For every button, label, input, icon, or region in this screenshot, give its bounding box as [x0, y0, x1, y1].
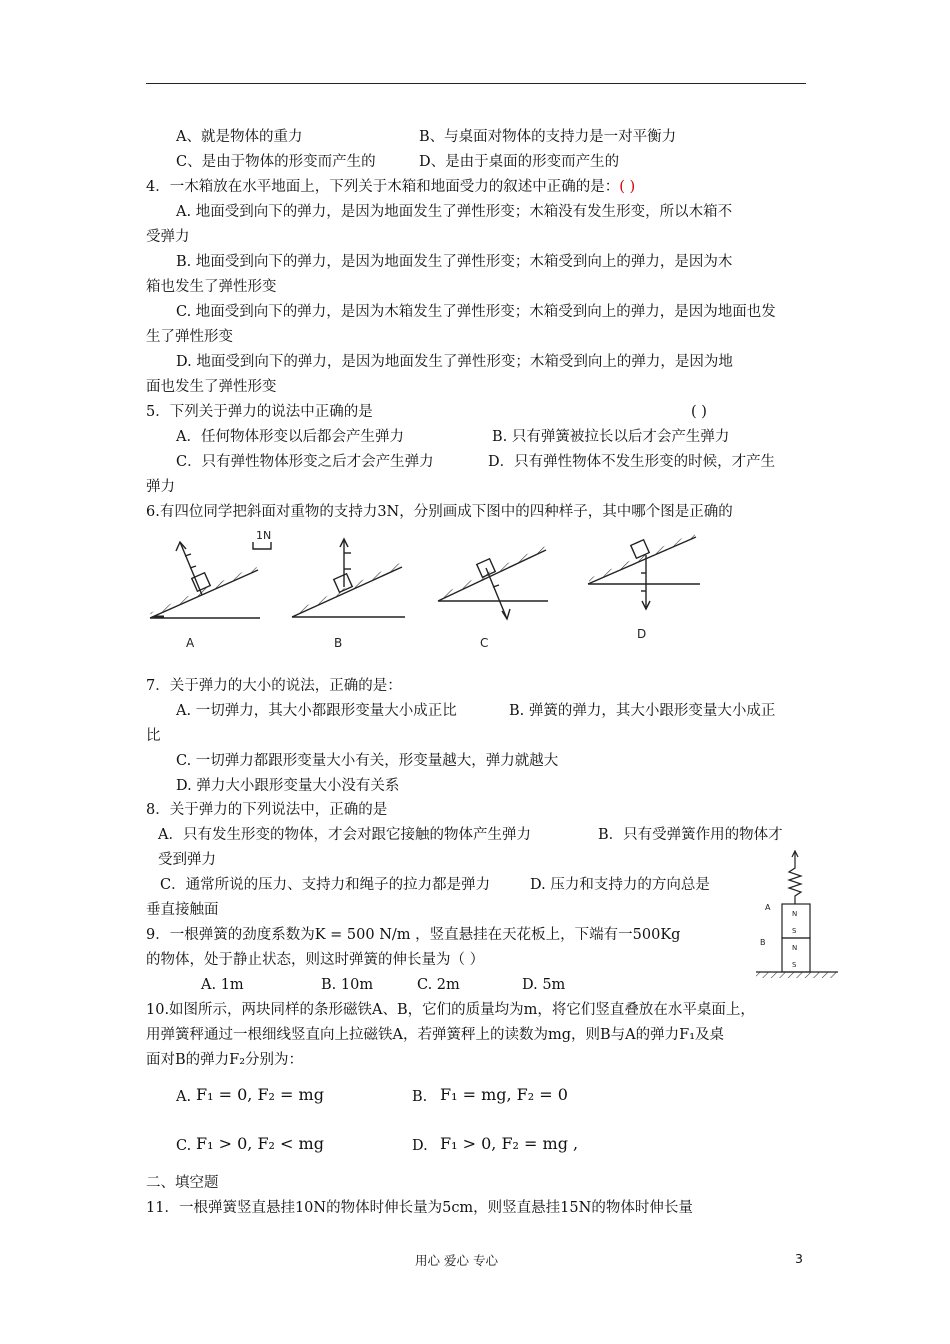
q8-option-b-line2: 受到弹力: [158, 852, 216, 868]
magnet-a-north-label: N: [792, 910, 798, 918]
page-number: 3: [795, 1251, 803, 1266]
q4-answer-blank: ( ): [619, 179, 636, 195]
q9-option-d: D. 5m: [522, 977, 566, 993]
q5-stem: 5．下列关于弹力的说法中正确的是: [146, 404, 373, 420]
q4-stem-text: 4．一木箱放在水平地面上，下列关于木箱和地面受力的叙述中正确的是：: [146, 179, 620, 195]
q4-option-d-line1: D. 地面受到向下的弹力，是因为地面发生了弹性形变；木箱受到向上的弹力，是因为地: [176, 354, 733, 370]
q11-stem: 11．一根弹簧竖直悬挂10N的物体时伸长量为5cm，则竖直悬挂15N的物体时伸长量: [146, 1200, 693, 1216]
q5-option-d-line1: D．只有弹性物体不发生形变的时候，才产生: [488, 454, 776, 470]
magnet-b-north-label: N: [792, 944, 798, 952]
diagram-a-label: A: [186, 636, 195, 650]
q10-option-c-label: C.: [176, 1138, 192, 1154]
q4-option-b-line1: B. 地面受到向下的弹力，是因为地面发生了弹性形变；木箱受到向上的弹力，是因为木: [176, 254, 733, 270]
q10-stem-line1: 10.如图所示，两块同样的条形磁铁A、B，它们的质量均为m，将它们竖直叠放在水平桌面上，: [146, 1002, 755, 1018]
q10-option-d: F₁ > 0, F₂ = mg ,: [440, 1134, 579, 1153]
diagram-c: [438, 546, 548, 650]
q8-option-d-line1: D. 压力和支持力的方向总是: [530, 877, 710, 893]
magnet-b-south-label: S: [792, 961, 797, 969]
q10-option-a: F₁ = 0, F₂ = mg: [196, 1085, 324, 1104]
q10-figure: [748, 848, 843, 988]
q7-option-b-line1: B. 弹簧的弹力，其大小跟形变量大小成正: [509, 703, 776, 719]
magnet-a-south-label: S: [792, 927, 797, 935]
q10-option-c: F₁ > 0, F₂ < mg: [196, 1134, 324, 1153]
q10-option-b-label: B.: [412, 1089, 428, 1105]
q8-stem: 8．关于弹力的下列说法中，正确的是: [146, 802, 388, 818]
q7-option-b-line2: 比: [146, 728, 161, 744]
q8-option-c: C．通常所说的压力、支持力和绳子的拉力都是弹力: [160, 877, 491, 893]
diagram-b-label: B: [334, 636, 343, 650]
q7-option-d: D. 弹力大小跟形变量大小没有关系: [176, 778, 400, 794]
q9-stem-line1: 9．一根弹簧的劲度系数为K = 500 N/m ，竖直悬挂在天花板上，下端有一500Kg: [146, 927, 681, 943]
q9-option-a: A. 1m: [201, 977, 244, 993]
q3-option-d: D、是由于桌面的形变而产生的: [419, 154, 620, 170]
q3-option-c: C、是由于物体的形变而产生的: [176, 154, 376, 170]
q10-option-b: F₁ = mg, F₂ = 0: [440, 1085, 568, 1104]
q3-option-a: A、就是物体的重力: [176, 129, 303, 145]
q5-option-b: B. 只有弹簧被拉长以后才会产生弹力: [492, 429, 730, 445]
q7-option-a: A. 一切弹力，其大小都跟形变量大小成正比: [176, 703, 457, 719]
q5-option-d-line2: 弹力: [146, 479, 175, 495]
q7-option-c: C. 一切弹力都跟形变量大小有关，形变量越大，弹力就越大: [176, 753, 559, 769]
q6-figure: [140, 525, 740, 653]
q10-stem-line3: 面对B的弹力F₂分别为：: [146, 1052, 304, 1068]
q4-option-c-line1: C. 地面受到向下的弹力，是因为木箱发生了弹性形变；木箱受到向上的弹力，是因为地面也发: [176, 304, 776, 320]
magnet-b-label: B: [760, 938, 766, 947]
diagram-a: [150, 529, 271, 650]
diagram-c-label: C: [480, 636, 489, 650]
q4-option-b-line2: 箱也发生了弹性形变: [146, 279, 277, 295]
q10-stem-line2: 用弹簧秤通过一根细线竖直向上拉磁铁A，若弹簧秤上的读数为mg，则B与A的弹力F₁及桌: [146, 1027, 725, 1043]
header-rule: [146, 83, 806, 84]
diagram-d: [588, 533, 700, 641]
section2-title: 二、填空题: [146, 1175, 219, 1191]
q4-option-d-line2: 面也发生了弹性形变: [146, 379, 277, 395]
q5-answer-blank: ( ): [691, 404, 707, 420]
q9-stem-line2: 的物体，处于静止状态，则这时弹簧的伸长量为（ ）: [146, 952, 485, 968]
q3-option-b: B、与桌面对物体的支持力是一对平衡力: [419, 129, 677, 145]
q4-option-a-line2: 受弹力: [146, 229, 190, 245]
q4-option-c-line2: 生了弹性形变: [146, 329, 233, 345]
scale-label: 1N: [256, 529, 272, 542]
q9-option-c: C. 2m: [417, 977, 460, 993]
q10-option-a-label: A.: [176, 1089, 192, 1105]
q9-option-b: B. 10m: [321, 977, 374, 993]
magnet-a-label: A: [765, 903, 771, 912]
q5-option-a: A．任何物体形变以后都会产生弹力: [176, 429, 404, 445]
q8-option-b-line1: B．只有受弹簧作用的物体才: [598, 827, 783, 843]
diagram-b: [292, 539, 405, 650]
q10-option-d-label: D.: [412, 1138, 428, 1154]
q4-option-a-line1: A. 地面受到向下的弹力，是因为地面发生了弹性形变；木箱没有发生形变，所以木箱不: [176, 204, 733, 220]
q7-stem: 7．关于弹力的大小的说法，正确的是：: [146, 678, 402, 694]
q5-option-c: C．只有弹性物体形变之后才会产生弹力: [176, 454, 434, 470]
q4-stem: [146, 178, 635, 196]
diagram-d-label: D: [637, 627, 647, 641]
q6-stem: 6.有四位同学把斜面对重物的支持力3N，分别画成下图中的四种样子，其中哪个图是正确的: [146, 504, 733, 520]
q8-option-d-line2: 垂直接触面: [146, 902, 219, 918]
q8-option-a: A．只有发生形变的物体，才会对跟它接触的物体产生弹力: [158, 827, 531, 843]
footer-text: 用心 爱心 专心: [415, 1253, 498, 1268]
